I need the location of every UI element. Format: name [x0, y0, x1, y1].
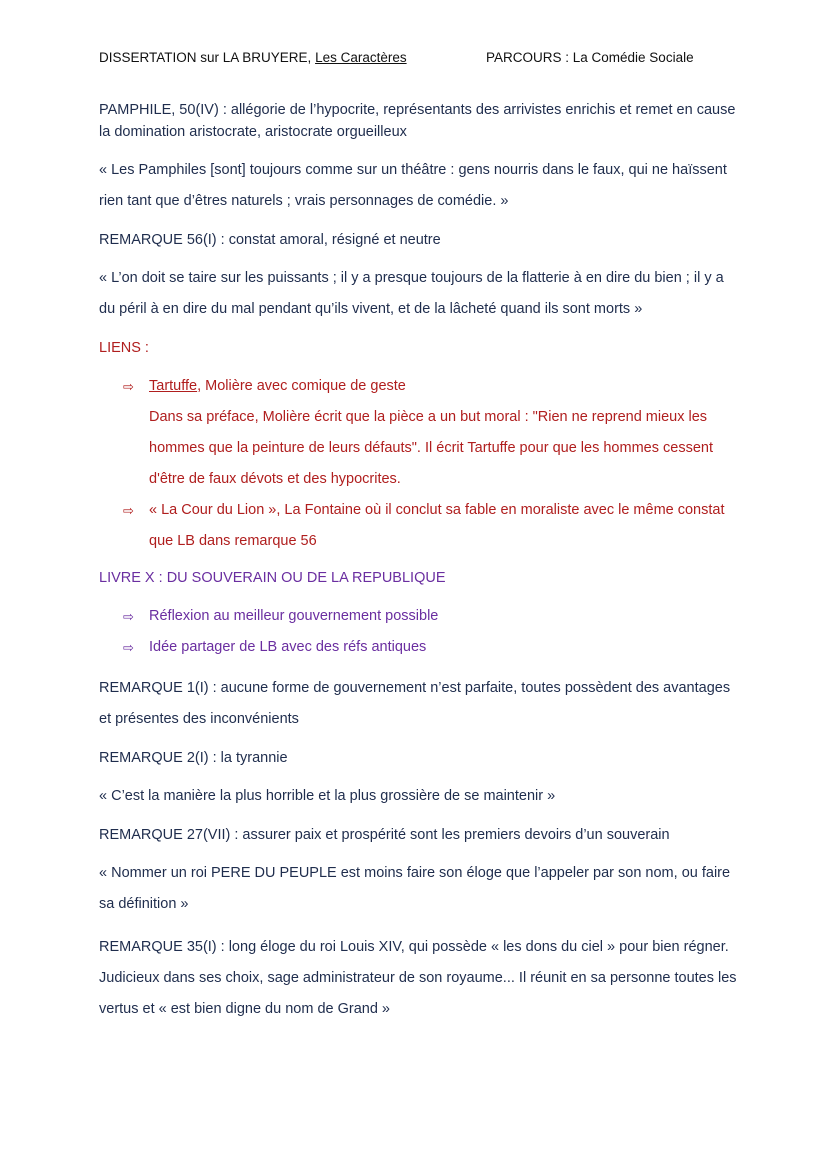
- remarque-2-heading: REMARQUE 2(I) : la tyrannie: [99, 750, 288, 766]
- remarque-56-heading: REMARQUE 56(I) : constat amoral, résigné et neutre: [99, 232, 441, 248]
- list-item: ⇨ Idée partager de LB avec des réfs antiques: [123, 632, 739, 663]
- pamphile-heading: PAMPHILE, 50(IV) : allégorie de l’hypocrite, représentants des arrivistes enrichis et remet en cause la domination aristocrate, aristocrate orgueilleux: [99, 102, 736, 140]
- header-parcours: PARCOURS : La Comédie Sociale: [486, 50, 694, 65]
- tartuffe-detail: Dans sa préface, Molière écrit que la pièce a un but moral : "Rien ne reprend mieux les hommes que la peinture de leurs défauts". Il écrit Tartuffe pour que les hommes cessent d'être de faux dévots et des hypocrites.: [149, 409, 713, 487]
- livre-x-list: [99, 601, 739, 663]
- remarque-27-heading: REMARQUE 27(VII) : assurer paix et prospérité sont les premiers devoirs d’un souverain: [99, 827, 670, 843]
- arrow-right-icon: ⇨: [123, 379, 134, 394]
- list-item: [123, 495, 739, 557]
- tartuffe-title: Tartuffe: [149, 378, 198, 394]
- cour-du-lion-text: « La Cour du Lion », La Fontaine où il conclut sa fable en moraliste avec le même constat que LB dans remarque 56: [149, 502, 725, 549]
- remarque-27-quote: « Nommer un roi PERE DU PEUPLE est moins faire son éloge que l’appeler par son nom, ou faire sa définition »: [99, 865, 731, 912]
- remarque-2-quote: « C’est la manière la plus horrible et la plus grossière de se maintenir »: [99, 788, 556, 804]
- header-title: DISSERTATION sur LA BRUYERE, Les Caractères: [99, 50, 407, 65]
- header-book-title: Les Caractères: [315, 50, 407, 65]
- remarque-56-quote: « L’on doit se taire sur les puissants ; il y a presque toujours de la flatterie à en dire du bien ; il y a du péril à en dire du mal pendant qu’ils vivent, et de la lâcheté quand ils sont morts »: [99, 270, 724, 317]
- liens-heading: LIENS :: [99, 340, 149, 356]
- list-item: ⇨ Tartuffe, Molière avec comique de geste Dans sa préface, Molière écrit que la pièce a un but moral : "Rien ne reprend mieux les hommes que la peinture de leurs défauts". Il écrit Tartuffe pour que les hommes cessent d'être de faux dévots et des hypocrites.: [123, 371, 739, 495]
- remarque-35-text: REMARQUE 35(I) : long éloge du roi Louis XIV, qui possède « les dons du ciel » pour bien régner. Judicieux dans ses choix, sage administrateur de son royaume... Il réunit en sa personne toutes les vertus et « est bien digne du nom de Grand »: [99, 939, 737, 1017]
- livre-x-heading: LIVRE X : DU SOUVERAIN OU DE LA REPUBLIQUE: [99, 570, 446, 586]
- page-header: [99, 50, 739, 70]
- list-item: ⇨ Réflexion au meilleur gouvernement possible: [123, 601, 739, 632]
- remarque-1-text: REMARQUE 1(I) : aucune forme de gouvernement n’est parfaite, toutes possèdent des avantages et présentes des inconvénients: [99, 680, 731, 727]
- arrow-right-icon: ⇨: [123, 609, 134, 624]
- document-body: [99, 99, 739, 1037]
- pamphile-quote: « Les Pamphiles [sont] toujours comme sur un théâtre : gens nourris dans le faux, qui ne haïssent rien tant que d’êtres naturels ; vrais personnages de comédie. »: [99, 162, 727, 209]
- arrow-right-icon: ⇨: [123, 503, 134, 518]
- liens-list: [99, 371, 739, 557]
- arrow-right-icon: ⇨: [123, 640, 134, 655]
